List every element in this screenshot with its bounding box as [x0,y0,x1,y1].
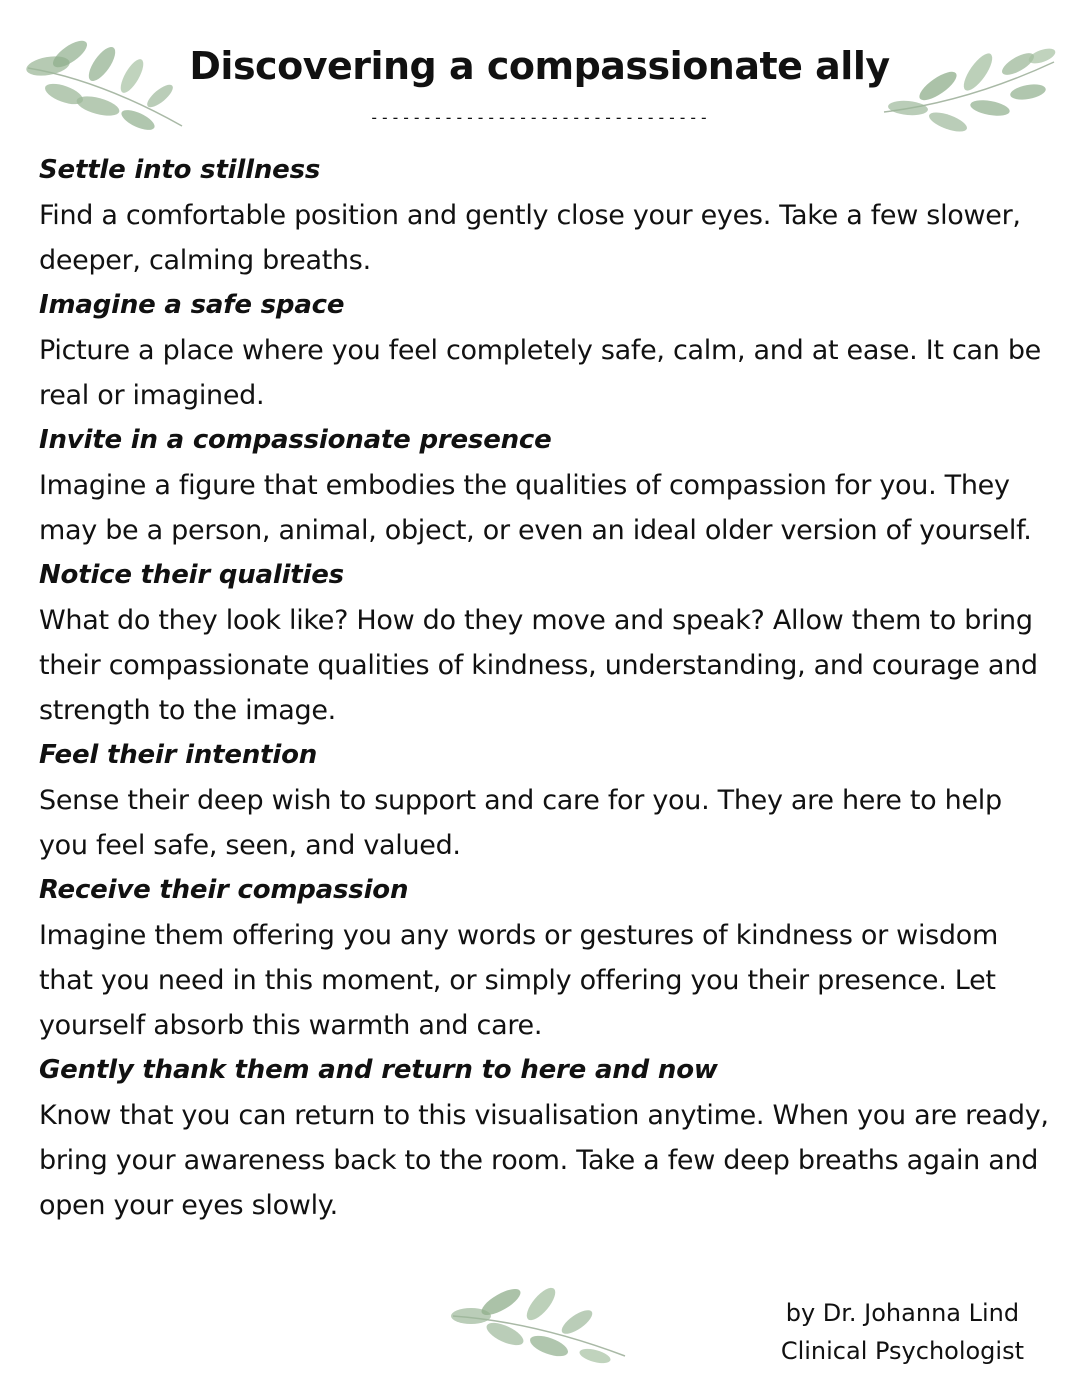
section-heading: Imagine a safe space [39,290,345,320]
author-byline [781,1294,1024,1370]
section-heading: Gently thank them and return to here and now [39,1055,718,1085]
section-heading: Settle into stillness [39,155,321,185]
section-heading: Notice their qualities [39,560,344,590]
section-return [39,1048,1049,1228]
section-body: Picture a place where you feel completely safe, calm, and at ease. It can be real or imagined. [39,335,1041,411]
section-safe-space [39,283,1049,418]
instructions-list [39,148,1049,1228]
section-body: What do they look like? How do they move and speak? Allow them to bring their compassionate qualities of kindness, understanding, and courage and strength to the image. [39,605,1038,726]
section-intention [39,733,1049,868]
section-heading: Feel their intention [39,740,318,770]
section-compassionate-presence [39,418,1049,553]
section-settle [39,148,1049,283]
leaf-sprig-icon-bottom [445,1286,630,1366]
section-receive [39,868,1049,1048]
section-heading: Receive their compassion [39,875,409,905]
author-role: Clinical Psychologist [780,1337,1024,1365]
section-body: Find a comfortable position and gently close your eyes. Take a few slower, deeper, calming breaths. [39,200,1021,276]
section-body: Know that you can return to this visualisation anytime. When you are ready, bring your awareness back to the room. Take a few deep breaths again and open your eyes slowly. [39,1100,1049,1221]
section-qualities [39,553,1049,733]
section-body: Sense their deep wish to support and care for you. They are here to help you feel safe, seen, and valued. [39,785,1002,861]
page-title: Discovering a compassionate ally [189,44,890,88]
section-heading: Invite in a compassionate presence [39,425,552,455]
section-body: Imagine them offering you any words or gestures of kindness or wisdom that you need in this moment, or simply offering you their presence. Let yourself absorb this warmth and care. [39,920,998,1041]
section-body: Imagine a figure that embodies the qualities of compassion for you. They may be a person, animal, object, or even an ideal older version of yourself. [39,470,1032,546]
title-divider: -------------------------------- [369,108,710,127]
author-name: by Dr. Johanna Lind [785,1299,1020,1327]
